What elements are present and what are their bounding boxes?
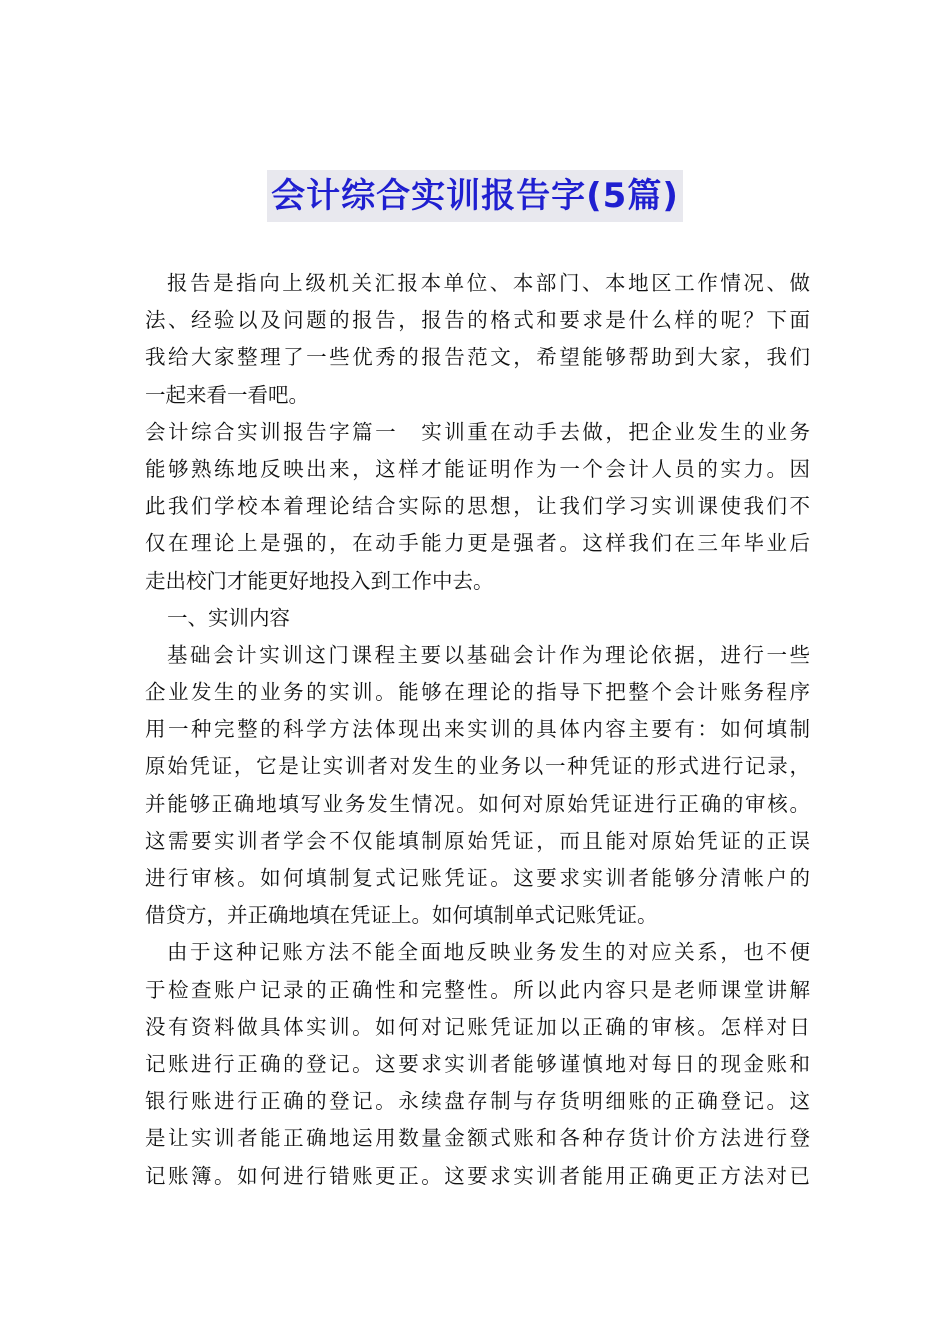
text-line: 用一种完整的科学方法体现出来实训的具体内容主要有：如何填制 bbox=[145, 717, 810, 742]
text-line: 基础会计实训这门课程主要以基础会计作为理论依据，进行一些 bbox=[167, 642, 810, 667]
text-line: 这需要实训者学会不仅能填制原始凭证，而且能对原始凭证的正误 bbox=[145, 828, 810, 853]
text-line: 银行账进行正确的登记。永续盘存制与存货明细账的正确登记。这 bbox=[145, 1089, 810, 1114]
text-line: 走出校门才能更好地投入到工作中去。 bbox=[145, 568, 494, 593]
text-line: 是让实训者能正确地运用数量金额式账和各种存货计价方法进行登 bbox=[145, 1126, 810, 1151]
text-line: 借贷方，并正确地填在凭证上。如何填制单式记账凭证。 bbox=[145, 903, 658, 928]
text-line: 会计综合实训报告字篇一 实训重在动手去做，把企业发生的业务 bbox=[145, 419, 810, 444]
text-line: 仅在理论上是强的，在动手能力更是强者。这样我们在三年毕业后 bbox=[145, 531, 810, 556]
text-line: 此我们学校本着理论结合实际的思想，让我们学习实训课使我们不 bbox=[145, 494, 810, 519]
text-line: 法、经验以及问题的报告，报告的格式和要求是什么样的呢？下面 bbox=[145, 308, 810, 333]
text-line: 原始凭证，它是让实训者对发生的业务以一种凭证的形式进行记录， bbox=[145, 754, 810, 779]
text-line: 我给大家整理了一些优秀的报告范文，希望能够帮助到大家，我们 bbox=[145, 345, 810, 370]
text-line: 企业发生的业务的实训。能够在理论的指导下把整个会计账务程序 bbox=[145, 680, 810, 705]
title-container bbox=[0, 170, 950, 222]
text-line: 没有资料做具体实训。如何对记账凭证加以正确的审核。怎样对日 bbox=[145, 1014, 810, 1039]
text-line: 报告是指向上级机关汇报本单位、本部门、本地区工作情况、做 bbox=[167, 271, 810, 295]
text-line: 由于这种记账方法不能全面地反映业务发生的对应关系，也不便 bbox=[167, 940, 810, 965]
text-line: 能够熟练地反映出来，这样才能证明作为一个会计人员的实力。因 bbox=[145, 456, 810, 481]
text-line: 记账进行正确的登记。这要求实训者能够谨慎地对每日的现金账和 bbox=[145, 1051, 810, 1076]
text-line: 一、实训内容 bbox=[167, 605, 290, 630]
document-body bbox=[145, 265, 810, 1195]
text-line: 一起来看一看吧。 bbox=[145, 382, 309, 407]
document-title: 会计综合实训报告字(5篇) bbox=[267, 170, 683, 222]
text-line: 进行审核。如何填制复式记账凭证。这要求实训者能够分清帐户的 bbox=[145, 866, 810, 890]
text-line: 于检查账户记录的正确性和完整性。所以此内容只是老师课堂讲解 bbox=[145, 977, 810, 1002]
text-line: 并能够正确地填写业务发生情况。如何对原始凭证进行正确的审核。 bbox=[145, 791, 810, 816]
text-line: 记账簿。如何进行错账更正。这要求实训者能用正确更正方法对已 bbox=[145, 1163, 810, 1188]
